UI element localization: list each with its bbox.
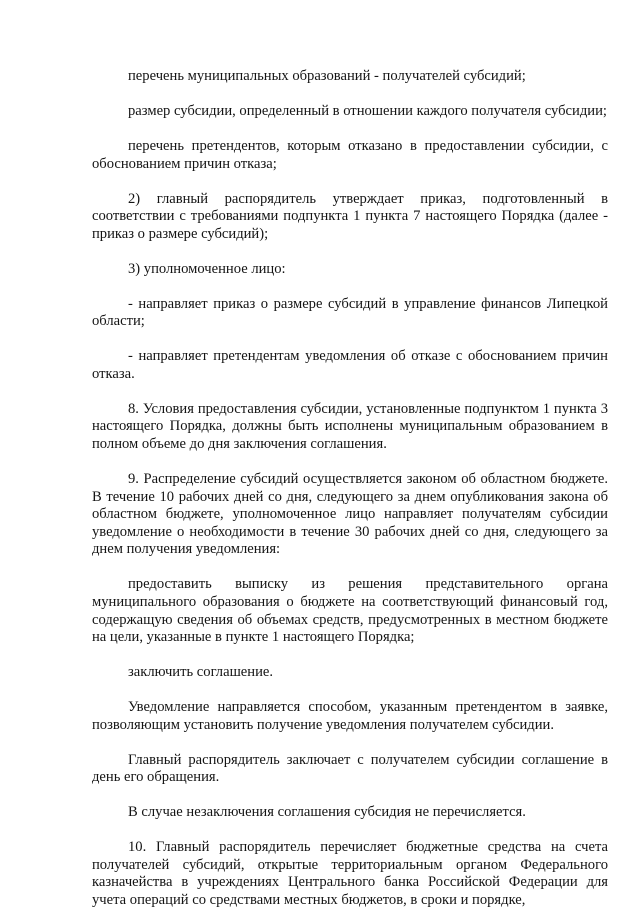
document-body	[92, 68, 608, 910]
paragraph-subsidy-amount: размер субсидии, определенный в отношении каждого получателя субсидии;	[128, 102, 607, 119]
paragraph-refused-applicants: перечень претендентов, которым отказано в предоставлении субсидии, с обоснованием причин отказа;	[92, 137, 608, 172]
paragraph-clause-10: 10. Главный распорядитель перечисляет бюджетные средства на счета получателей субсидий, открытые территориальным органом Федерального казначейства в учреждениях Центрального банка Российской Федерации для учета операций со средствами местных бюджетов, в сроки и порядке,	[92, 839, 608, 909]
paragraph-send-refusals: - направляет претендентам уведомления об отказе с обоснованием причин отказа.	[92, 348, 608, 382]
paragraph-notification-method: Уведомление направляется способом, указанным претендентом в заявке, позволяющим установить получение уведомления получателем субсидии.	[92, 699, 608, 733]
paragraph-agreement-day: Главный распорядитель заключает с получателем субсидии соглашение в день его обращения.	[92, 751, 608, 786]
paragraph-send-order: - направляет приказ о размере субсидий в управление финансов Липецкой области;	[92, 295, 608, 330]
paragraph-clause-8: 8. Условия предоставления субсидии, установленные подпунктом 1 пункта 3 настоящего Порядка, должны быть исполнены муниципальным образованием в полном объеме до дня заключения соглашения.	[92, 400, 608, 453]
paragraph-provide-extract: предоставить выписку из решения представительного органа муниципального образования о бюджете на соответствующий финансовый год, содержащую сведения об объемах средств, предусмотренных в местном бюджете на цели, указанные в пункте 1 настоящего Порядка;	[92, 576, 608, 646]
paragraph-no-agreement: В случае незаключения соглашения субсидия не перечисляется.	[128, 804, 526, 821]
paragraph-item-2-order: 2) главный распорядитель утверждает приказ, подготовленный в соответствии с требованиями подпункта 1 пункта 7 настоящего Порядка (далее - приказ о размере субсидий);	[92, 190, 608, 242]
paragraph-clause-9: 9. Распределение субсидий осуществляется законом об областном бюджете. В течение 10 рабочих дней со дня, следующего за днем опубликования закона об областном бюджете, уполномоченное лицо направляет получателям субсидии уведомление о необходимости в течение 30 рабочих дней со дня, следующего за днем получения уведомления:	[92, 471, 608, 558]
paragraph-conclude-agreement: заключить соглашение.	[128, 664, 274, 681]
paragraph-item-3-authorized-person: 3) уполномоченное лицо:	[128, 260, 286, 277]
paragraph-municipalities-list: перечень муниципальных образований - получателей субсидий;	[128, 68, 526, 84]
